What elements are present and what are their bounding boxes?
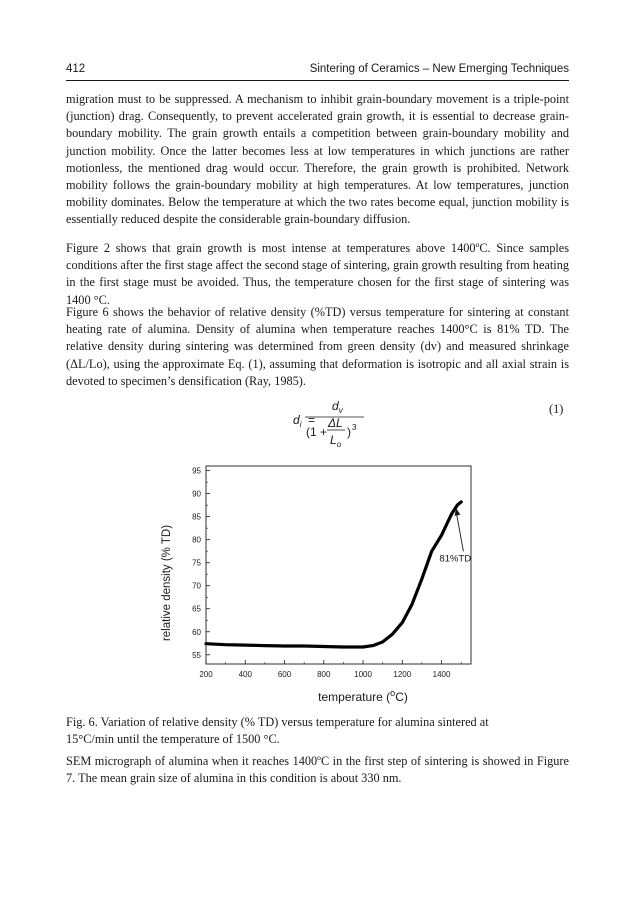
eq-den-close: ) (347, 425, 351, 439)
density-temperature-chart (150, 458, 490, 710)
eq-delta-l: ΔL (328, 416, 343, 430)
annotation-label: 81%TD (439, 553, 472, 565)
x-axis-label: temperature ($^o$C) (318, 688, 408, 704)
running-title: Sintering of Ceramics – New Emerging Techniques (309, 63, 569, 75)
eq-exponent: 3 (352, 423, 357, 432)
y-tick-label: 65 (192, 604, 201, 614)
eq-equals: = (308, 413, 316, 427)
caption-line-1: Fig. 6. Variation of relative density (% TD) versus temperature for alumina sintered at (66, 715, 489, 729)
y-tick-label: 90 (192, 489, 201, 499)
y-axis-label: relative density (% TD) (161, 524, 173, 642)
density-curve (206, 502, 461, 647)
paragraph-figure-6: Figure 6 shows the behavior of relative density (%TD) versus temperature for sintering at constant heating rate of alumina. Density of alumina when temperature reaches 1400°C is 81% TD. The relative density during sintering was determined from green density (dv) and measured shrinkage (ΔL/Lo), using the approximate Eq. (1), assuming that deformation is isotropic and all axial strain is devoted to specimen’s densification (Ray, 1985). (66, 305, 569, 388)
y-axis-ticks (192, 467, 210, 660)
annotation-arrow (456, 512, 463, 551)
y-tick-label: 85 (192, 512, 201, 522)
x-axis-ticks (199, 660, 461, 679)
figure-caption (66, 714, 569, 748)
x-tick-label: 200 (199, 670, 213, 679)
equation-number: (1) (549, 402, 564, 416)
y-tick-label: 95 (192, 466, 201, 476)
header-rule (66, 80, 569, 81)
eq-numerator: $d_v$ (332, 399, 343, 415)
eq-den-open: (1 + (306, 425, 328, 439)
x-tick-label: 400 (238, 670, 252, 679)
eq-den-l: $L_o$ (330, 433, 342, 449)
eq-lhs: $d_i$ (293, 413, 302, 429)
x-tick-label: 600 (277, 670, 292, 679)
paragraph-figure-2: Figure 2 shows that grain growth is most intense at temperatures above 1400ºC. Since samples conditions after the first stage affect the second stage of sintering, grain growth resulting from heating in the first stage must be avoided. Thus, the temperature chosen for the first stage of sintering was 1400 °C. (66, 241, 569, 307)
y-tick-label: 70 (192, 581, 201, 591)
plot-frame (206, 466, 471, 664)
equation-relative-density (60, 393, 570, 455)
x-tick-label: 1200 (393, 670, 412, 679)
caption-line-2: 15°C/min until the temperature of 1500 °C. (66, 732, 280, 747)
y-tick-label: 60 (192, 627, 201, 637)
paragraph-grain-boundary: migration must to be suppressed. A mechanism to inhibit grain-boundary movement is a triple-point (junction) drag. Consequently, to prevent accelerated grain growth, it is essential to decrease grain-boundary mobility. The grain growth entails a competition between grain-boundary mobility and junction mobility. Once the latter becomes less at low temperatures in which junctions are rather motionless, the mentioned drag would occur. Therefore, the grain growth is prohibited. Network mobility follows the grain-boundary mobility at high temperatures. At low temperatures, junction mobility dominates. Below the temperature at which the two rates become equal, junction mobility is essentially reduced despite the considerable grain-boundary diffusion. (66, 92, 569, 227)
y-tick-label: 55 (192, 650, 201, 660)
x-tick-label: 800 (317, 670, 331, 679)
x-tick-label: 1400 (432, 670, 451, 679)
page-number: 412 (66, 63, 86, 75)
x-tick-label: 1000 (354, 670, 372, 679)
paragraph-sem: SEM micrograph of alumina when it reaches 1400ºC in the first step of sintering is showed in Figure 7. The mean grain size of alumina in this condition is about 330 nm. (66, 754, 569, 786)
y-tick-label: 75 (192, 558, 201, 568)
page-header (66, 63, 569, 79)
y-tick-label: 80 (192, 535, 201, 545)
